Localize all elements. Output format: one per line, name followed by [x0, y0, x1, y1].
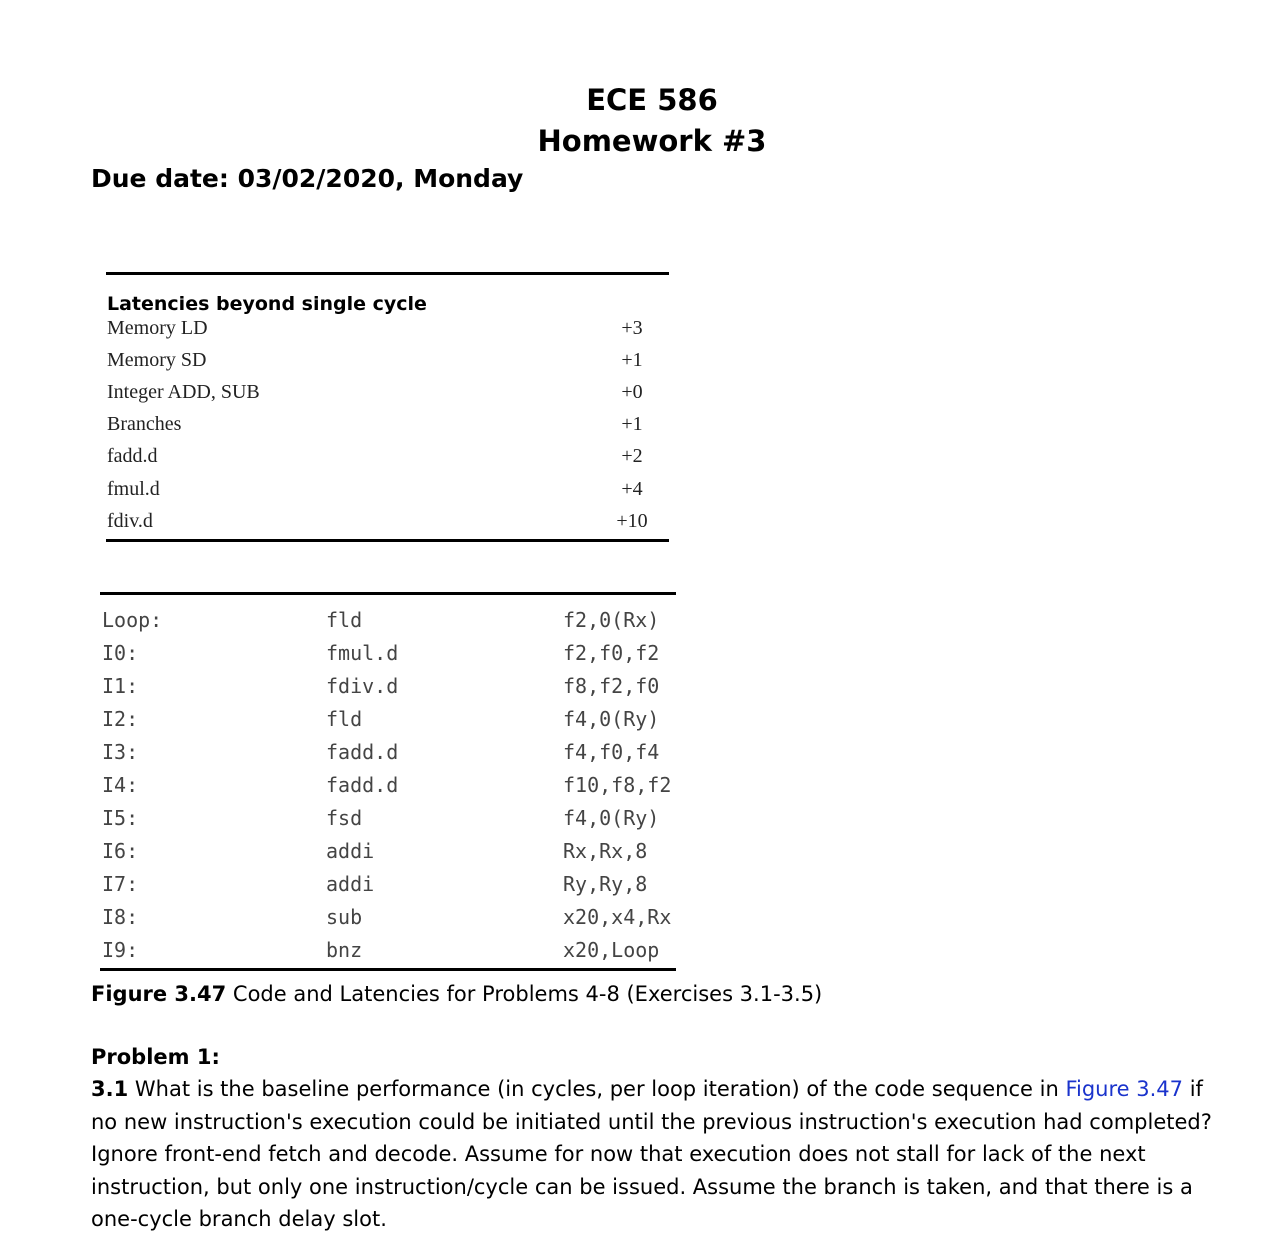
code-row: [102, 703, 682, 736]
code-label: I3:: [102, 740, 139, 764]
latency-value: +0: [621, 381, 643, 403]
code-row: [102, 835, 682, 868]
problem-body: [91, 1073, 1221, 1236]
figure-link[interactable]: Figure 3.47: [1065, 1077, 1184, 1101]
code-label: I7:: [102, 872, 139, 896]
code-operands: f4,0(Ry): [563, 707, 660, 731]
latency-row: [107, 408, 667, 440]
code-table-top-rule: [100, 592, 676, 595]
code-operands: Rx,Rx,8: [563, 839, 648, 863]
code-operands: f4,f0,f4: [563, 740, 660, 764]
latency-name: Memory LD: [107, 317, 208, 339]
code-operands: x20,Loop: [563, 938, 660, 962]
code-operands: f2,0(Rx): [563, 608, 660, 632]
code-row: [102, 670, 682, 703]
code-row: [102, 934, 682, 967]
latency-name: fdiv.d: [107, 510, 153, 532]
latency-table-bottom-rule: [106, 539, 669, 542]
code-table-bottom-rule: [100, 968, 676, 971]
code-operands: f10,f8,f2: [563, 773, 672, 797]
latency-name: fadd.d: [107, 445, 158, 467]
latency-value: +3: [621, 317, 643, 339]
code-operands: f4,0(Ry): [563, 806, 660, 830]
code-opcode: fdiv.d: [326, 674, 399, 698]
code-opcode: fld: [326, 608, 363, 632]
latency-name: Memory SD: [107, 349, 207, 371]
code-operands: x20,x4,Rx: [563, 905, 672, 929]
code-row: [102, 736, 682, 769]
code-label: I9:: [102, 938, 139, 962]
code-opcode: bnz: [326, 938, 363, 962]
code-label: I2:: [102, 707, 139, 731]
code-label: I6:: [102, 839, 139, 863]
course-title: ECE 586: [586, 83, 718, 117]
latency-name: Branches: [107, 413, 182, 435]
latency-value: +4: [621, 478, 643, 500]
code-row: [102, 604, 682, 637]
latency-row: [107, 440, 667, 472]
code-label: I4:: [102, 773, 139, 797]
code-row: [102, 637, 682, 670]
code-label: I5:: [102, 806, 139, 830]
code-opcode: fsd: [326, 806, 363, 830]
latency-value: +1: [621, 413, 643, 435]
latency-value: +2: [621, 445, 643, 467]
latency-value: +10: [616, 510, 648, 532]
figure-caption: [91, 978, 822, 1010]
latency-row: [107, 312, 667, 344]
code-row: [102, 769, 682, 802]
code-operands: f8,f2,f0: [563, 674, 660, 698]
latency-row: [107, 344, 667, 376]
latency-table-top-rule: [106, 272, 669, 275]
code-row: [102, 901, 682, 934]
exercise-number: 3.1: [91, 1077, 129, 1101]
latency-value: +1: [621, 349, 643, 371]
latency-table-heading: Latencies beyond single cycle: [107, 293, 427, 315]
code-label: Loop:: [102, 608, 163, 632]
figure-caption-text: Code and Latencies for Problems 4-8 (Exercises 3.1-3.5): [226, 982, 823, 1006]
code-opcode: fmul.d: [326, 641, 399, 665]
code-label: I8:: [102, 905, 139, 929]
code-opcode: addi: [326, 839, 375, 863]
latency-name: Integer ADD, SUB: [107, 381, 260, 403]
problem-text-after-link: if no new instruction's execution could be initiated until the previous instruction's execution had completed? Ignore front-end fetch and decode. Assume for now that execution does not stall for lack of the next instruction, but only one instruction/cycle can be issued. Assume the branch is taken, and that there is a one-cycle branch delay slot.: [91, 1077, 1212, 1231]
latency-row: [107, 473, 667, 505]
latency-row: [107, 505, 667, 537]
code-opcode: fadd.d: [326, 740, 399, 764]
due-date: Due date: 03/02/2020, Monday: [91, 164, 524, 193]
code-row: [102, 802, 682, 835]
code-opcode: fld: [326, 707, 363, 731]
code-opcode: addi: [326, 872, 375, 896]
code-label: I0:: [102, 641, 139, 665]
latency-row: [107, 376, 667, 408]
code-operands: Ry,Ry,8: [563, 872, 648, 896]
code-row: [102, 868, 682, 901]
problem-heading: Problem 1:: [91, 1045, 220, 1069]
code-label: I1:: [102, 674, 139, 698]
homework-title: Homework #3: [537, 124, 767, 158]
latency-name: fmul.d: [107, 478, 160, 500]
code-operands: f2,f0,f2: [563, 641, 660, 665]
figure-caption-label: Figure 3.47: [91, 982, 227, 1006]
problem-text-before-link: What is the baseline performance (in cycles, per loop iteration) of the code sequence in: [128, 1077, 1066, 1101]
code-opcode: sub: [326, 905, 363, 929]
code-opcode: fadd.d: [326, 773, 399, 797]
